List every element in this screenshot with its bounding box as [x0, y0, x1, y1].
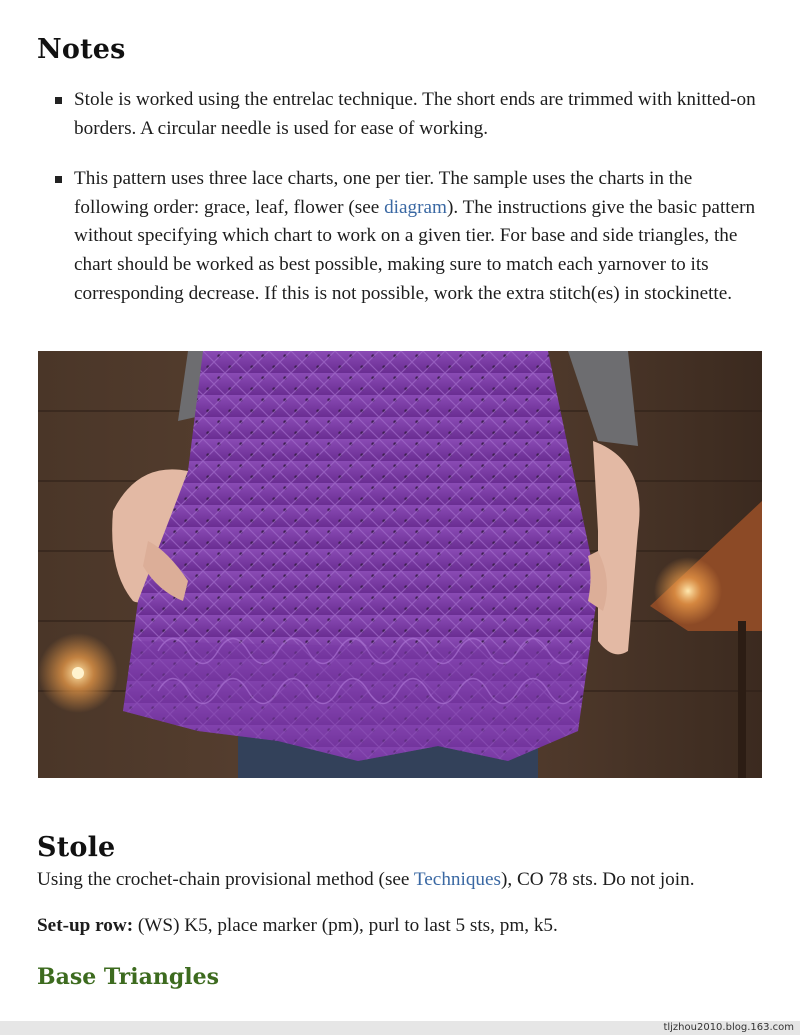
setup-row-text: (WS) K5, place marker (pm), purl to last 5 sts, pm, k5. [133, 915, 558, 936]
setup-row-label: Set-up row: [37, 915, 134, 936]
list-item [50, 86, 770, 143]
list-item [50, 165, 770, 308]
notes-list [50, 86, 770, 330]
techniques-link[interactable]: Techniques [413, 869, 502, 890]
diagram-link[interactable]: diagram [384, 196, 447, 218]
stole-photo [38, 351, 762, 778]
note-text-end: ). The instructions give the basic pattern without specifying which chart to work on a given tier. For base and side triangles, the chart should be worked as best possible, making sure to match each yarnover to its corresponding decrease. If this is not possible, work the extra stitch(es) in stockinette. [74, 196, 756, 304]
square-bullet-icon [55, 97, 62, 104]
stole-intro-paragraph [37, 867, 777, 893]
square-bullet-icon [55, 176, 62, 183]
stole-heading: Stole [37, 832, 116, 863]
note-text: Stole is worked using the entrelac technique. The short ends are trimmed with knitted-on borders. A circular needle is used for ease of working. [74, 89, 756, 139]
base-triangles-heading: Base Triangles [37, 964, 219, 990]
watermark: tljzhou2010.blog.163.com [663, 1022, 794, 1033]
setup-row-paragraph [37, 913, 777, 939]
intro-text-end: ), CO 78 sts. Do not join. [501, 869, 695, 890]
note-text-start: This pattern uses three lace charts, one per tier. The sample uses the charts in the following order: grace, leaf, flower (see [74, 168, 693, 218]
notes-heading: Notes [37, 34, 126, 65]
intro-text-start: Using the crochet-chain provisional method (see [37, 869, 414, 890]
